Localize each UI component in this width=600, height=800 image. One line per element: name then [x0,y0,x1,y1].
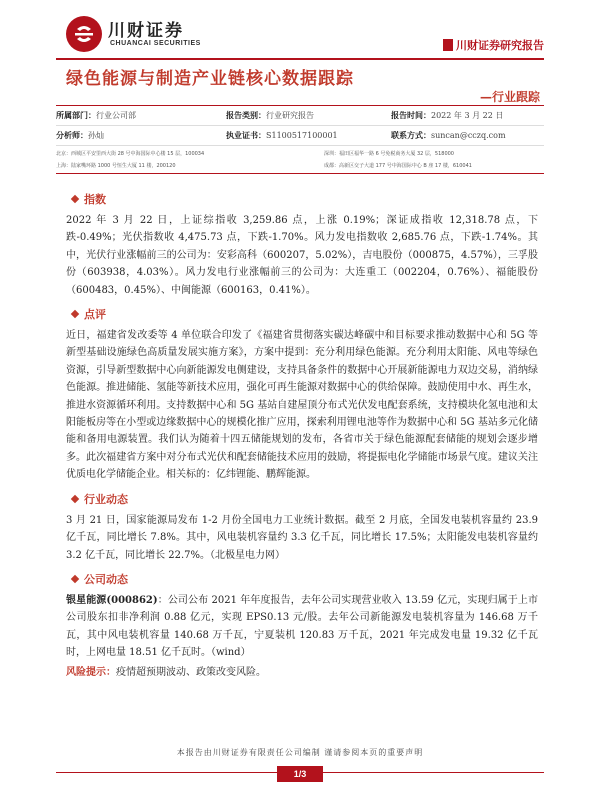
risk-text: 疫情超预期波动、政策改变风险。 [116,666,266,678]
report-header [56,14,544,64]
section-company-title [72,570,538,588]
meta-row [56,106,544,126]
report-meta [56,106,544,146]
type-label: 报告类别： [226,110,266,120]
diamond-bullet-icon [71,575,79,583]
address-row [56,159,544,171]
type-value: 行业研究报告 [266,111,314,120]
time-label: 报告时间： [391,110,431,120]
company-name-en: CHUANCAI SECURITIES [110,40,201,47]
office-addresses [56,147,544,171]
time-value: 2022 年 3 月 22 日 [431,111,504,120]
company-name-cn: 川财证券 [108,21,184,41]
section-industry-label: 行业动态 [84,492,128,506]
contact-cell [391,130,544,141]
cert-label: 执业证书： [226,130,266,140]
diamond-bullet-icon [71,494,79,502]
section-comment-label: 点评 [84,308,106,322]
risk-label: 风险提示： [66,666,116,678]
diamond-bullet-icon [71,195,79,203]
time-cell [391,110,544,121]
bookmark-icon [443,39,453,51]
dept-label: 所属部门： [56,110,96,120]
report-body [66,190,538,681]
dept-value: 行业公司部 [96,111,136,120]
diamond-bullet-icon [71,310,79,318]
analyst-cell [56,130,226,141]
address-shanghai: 上海：陆家嘴环路 1000 号恒生大厦 11 楼，200120 [56,162,176,169]
analyst-label: 分析师： [56,130,88,140]
footer-disclaimer: 本报告由川财证券有限责任公司编制 谨请参阅本页的重要声明 [176,748,424,757]
contact-label: 联系方式： [391,130,431,140]
section-industry-title [72,490,538,508]
section-comment-title [72,305,538,323]
section-comment-text: 近日，福建省发改委等 4 单位联合印发了《福建省贯彻落实碳达峰碳中和目标要求推动数据中心和 5G 等新型基础设施绿色高质量发展实施方案》，方案中提到：充分利用绿色能源。充分利用太阳能、风电等绿色资源，引导新型数据中心向新能源发电侧建设，支持具备条件的数据中心开展新能源电力双边交易，消纳绿色能源。推进储能、氢能等新技术应用，强化可再生能源对数据中心的供给保障。鼓励使用中水、再生水，推进水资源循环利用。支持数据中心和 5G 基站自建屋顶分布式光伏发电配套系统，支持模块化氢电池和太阳能板房等在小型或边缘数据中心的规模化推广应用，探索利用锂电池等作为数据中心和 5G 基站多元化储能和备用电源装置。我们认为随着十四五储能规划的发布，各省市关于绿色能源配套储能的规划会逐步增多。此次福建省方案中对分布式光伏和配套储能技术应用的鼓励，将提振电化学储能市场景气度。建议关注优质电化学储能企业。相关标的：亿纬锂能、鹏辉能源。 [66,330,538,481]
address-chengdu: 成都：高新区交子大道 177 号中海国际中心 B 座 17 楼，610041 [324,162,472,169]
address-row [56,147,544,159]
section-index-label: 指数 [84,193,106,206]
section-index-text: 2022 年 3 月 22 日，上证综指收 3,259.86 点，上涨 0.19%；深证成指收 12,318.78 点，下跌-0.49%；光伏指数收 4,475.73 点，下跌-1.70%。风力发电指数收 2,685.76 点，下跌-1.74%。其中，光伏行业涨幅前三的公司为：安彩高科（600207，5.02%），吉电股份（000875，4.57%），三孚股份（603938，4.03%）。风力发电行业涨幅前三的公司为：大连重工（002204，0.76%）、福能股份（600483，0.45%）、中闽能源（600163，0.41%）。 [66,215,538,296]
brand-tag-label: 川财证券研究报告 [456,39,544,52]
company-logo-icon [66,16,102,52]
meta-divider [56,173,544,174]
risk-warning [66,664,538,681]
cert-value: S1100517100001 [266,131,338,140]
header-divider [56,58,544,60]
company-name: 银星能源(000862) [66,594,158,606]
report-subtitle: —行业跟踪 [479,90,540,104]
contact-value[interactable]: suncan@cczq.com [431,131,506,140]
company-text: ：公司公布 2021 年年度报告，去年公司实现营业收入 13.59 亿元，实现归属于上市公司股东扣非净利润 0.88 亿元，实现 EPS0.13 元/股。去年公司新能源发电装机容量为 146.68 万千瓦，其中风电装机容量 140.68 万千瓦，宁夏装机 120.83 万千瓦，2021 年完成发电量 19.32 亿千瓦时，上网电量 18.51 亿千瓦时。（wind） [66,594,538,659]
cert-cell [226,130,391,141]
analyst-value: 孙灿 [88,131,104,140]
page-number: 1/3 [277,766,323,782]
address-shenzhen: 深圳：福田区福华一路 6 号免税商务大厦 32 层，518000 [324,150,454,157]
section-index-title [72,190,538,208]
section-company-text [66,592,538,662]
dept-cell [56,110,226,121]
section-company-label: 公司动态 [84,572,128,586]
address-beijing: 北京：西城区平安里西大街 28 号中海国际中心楼 15 层，100034 [56,150,205,157]
section-industry-text: 3 月 21 日，国家能源局发布 1-2 月份全国电力工业统计数据。截至 2 月底，全国发电装机容量约 23.9 亿千瓦，同比增长 7.8%。其中，风电装机容量约 3.3 亿千瓦，同比增长 17.5%；太阳能发电装机容量约 3.2 亿千瓦，同比增长 22.7%。（北极星电力网） [66,514,538,561]
meta-row [56,126,544,146]
brand-tag [443,36,544,54]
type-cell [226,110,391,121]
report-title: 绿色能源与制造产业链核心数据跟踪 [66,69,354,89]
